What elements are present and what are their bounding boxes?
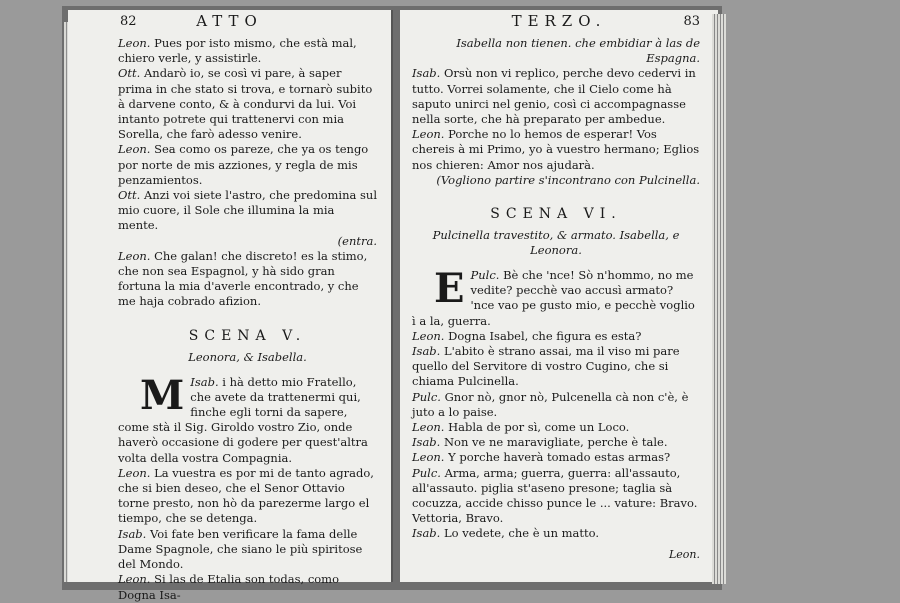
page-number: 82 — [120, 14, 137, 29]
speaker-label: Isab. — [412, 526, 441, 541]
speaker-label: Pulc. — [412, 465, 441, 480]
speaker-label: Pulc. — [470, 268, 500, 283]
speaker-label: Leon. — [118, 465, 151, 480]
speaker-label: Leon. — [412, 127, 445, 142]
speech — [412, 390, 700, 420]
speaker-label: Leon. — [412, 420, 445, 435]
speech — [412, 329, 700, 344]
speech — [412, 466, 700, 527]
speaker-label: Leon. — [118, 572, 151, 587]
speech — [118, 249, 377, 310]
speaker-label: Leon. — [118, 248, 151, 263]
speech-text: Lo vedete, che è un matto. — [443, 526, 600, 541]
speech-text: Dogna Isabel, che figura es esta? — [448, 328, 642, 343]
speaker-label: Isab. — [118, 526, 147, 541]
speech-text: Sea como os pareze, che ya os tengo por norte de mis azziones, y regla de mis penzamientos. — [118, 142, 369, 187]
dialogue-block — [412, 36, 700, 188]
speaker-label: Leon. — [118, 142, 151, 157]
speaker-label: Ott. — [118, 66, 141, 81]
speech — [118, 527, 377, 573]
running-head: TERZO. — [511, 12, 607, 30]
speech — [118, 188, 377, 234]
speech — [412, 435, 700, 450]
speech-text: Voi fate ben verificare la fama delle Dame Spagnole, che siano le più spiritose del Mondo. — [118, 526, 363, 572]
speech-text: Che galan! che discreto! es la stimo, che non sea Espagnol, y hà sido gran fortuna la mia d'averle encontrado, y che me haja cobrado afizion. — [118, 248, 368, 309]
dialogue-block — [118, 371, 377, 466]
dialogue-block — [412, 265, 700, 329]
speech — [118, 66, 377, 142]
dialogue-block — [412, 329, 700, 542]
stage-direction: (entra. — [337, 233, 377, 248]
speech — [118, 466, 377, 527]
drop-cap: M — [140, 371, 185, 419]
speech-text: Porche no lo hemos de esperar! Vos chereis à mi Primo, yo à vuestro hermano; Eglios nos chieren: Amor nos ajudarà. — [412, 127, 700, 172]
speaker-label: Ott. — [118, 188, 141, 203]
scene-cast: Leonora, & Isabella. — [188, 349, 307, 364]
catchword: Leon. — [668, 547, 700, 561]
speech — [412, 127, 700, 173]
dialogue-block — [118, 466, 377, 603]
speech-text: Andarò io, se così vi pare, à saper prima in che stato si trova, e tornarò subito à darvene conto, & à condurvi da lui. Voi intanto potrete qui trattenervi con mia Sorella, che farò adesso venire. — [118, 66, 373, 142]
speaker-label: Leon. — [118, 36, 151, 50]
speaker-label: Leon. — [412, 328, 445, 343]
speech-text: Anzi voi siete l'astro, che predomina sul mio cuore, il Sole che illumina la mia mente. — [118, 188, 378, 233]
speech-text: Si las de Etalia son todas, como Dogna Isa- — [118, 572, 340, 602]
speech — [118, 572, 377, 602]
speech — [412, 36, 700, 66]
scene-cast: Pulcinella travestito, & armato. Isabella, e Leonora. — [432, 228, 680, 258]
speech — [118, 234, 377, 249]
speech — [412, 450, 700, 465]
speech-text: Non ve ne maravigliate, perche è tale. — [443, 435, 668, 450]
right-page-edges — [712, 14, 726, 584]
scene-title: SCENA VI. — [490, 206, 622, 223]
speech-text: La vuestra es por mi de tanto agrado, che si bien deseo, che el Senor Ottavio torne presto, non hò da parezerme largo el tiempo, che se detenga. — [118, 465, 374, 526]
speaker-label: Pulc. — [412, 389, 441, 404]
speech — [412, 173, 700, 188]
speech — [412, 66, 700, 127]
speech-text: Bè che 'nce! Sò n'hommo, no me vedite? pecchè vao accusì armato? 'nce vao pe gusto mio, e pecchè voglio ì a la, guerra. — [412, 268, 695, 328]
speaker-label: Isab. — [412, 66, 441, 81]
page-number: 83 — [683, 14, 700, 29]
stage-direction: (Vogliono partire s'incontrano con Pulcinella. — [436, 172, 700, 187]
speech-text: Pues por isto mismo, che està mal, chiero verle, y assistirle. — [118, 36, 357, 66]
speech-text: Y porche haverà tomado estas armas? — [448, 450, 671, 465]
left-page — [68, 10, 393, 602]
speaker-label: Isab. — [190, 374, 219, 389]
speech-text: Gnor nò, gnor nò, Pulcenella cà non c'è, è juto a lo paise. — [412, 389, 689, 419]
scene-title: SCENA V. — [188, 327, 307, 344]
speech — [412, 344, 700, 390]
speaker-label: Isab. — [412, 435, 441, 450]
speech-text: Arma, arma; guerra, guerra: all'assauto, all'assauto. piglia st'aseno presone; taglia sà cocuzza, accide chisso punce le ... vature: Bravo. Vettoria, Bravo. — [412, 465, 698, 526]
speaker-label: Isab. — [412, 344, 441, 359]
speaker-label: Leon. — [412, 450, 445, 465]
dialogue-block — [118, 36, 377, 310]
speech-text: Orsù non vi replico, perche devo cedervi in tutto. Vorrei solamente, che il Cielo come hà saputo unirci nel genio, così ci accompagnasse nella sorte, che hà preparato per ambedue. — [412, 66, 696, 127]
stage-direction: Isabella non tienen. che embidiar à las de Espagna. — [456, 36, 700, 66]
running-head: ATTO — [196, 12, 263, 30]
speech — [118, 36, 377, 66]
drop-cap: E — [434, 265, 465, 313]
right-page — [400, 10, 718, 582]
speech-text: Habla de por sì, come un Loco. — [448, 420, 630, 435]
speech — [412, 526, 700, 541]
speech-text: L'abito è strano assai, ma il viso mi pare quello del Servitore di vostro Cugino, che si chiama Pulcinella. — [412, 344, 680, 389]
speech — [412, 420, 700, 435]
speech — [412, 265, 700, 329]
speech — [118, 371, 377, 466]
speech-text: i hà detto mio Fratello, che avete da trattenermi qui, finche egli torni da sapere, come stà il Sig. Giroldo vostro Zio, onde haverò occasione di godere per quest'altra volta della vostra Compagnia. — [118, 374, 368, 465]
speech — [118, 142, 377, 188]
